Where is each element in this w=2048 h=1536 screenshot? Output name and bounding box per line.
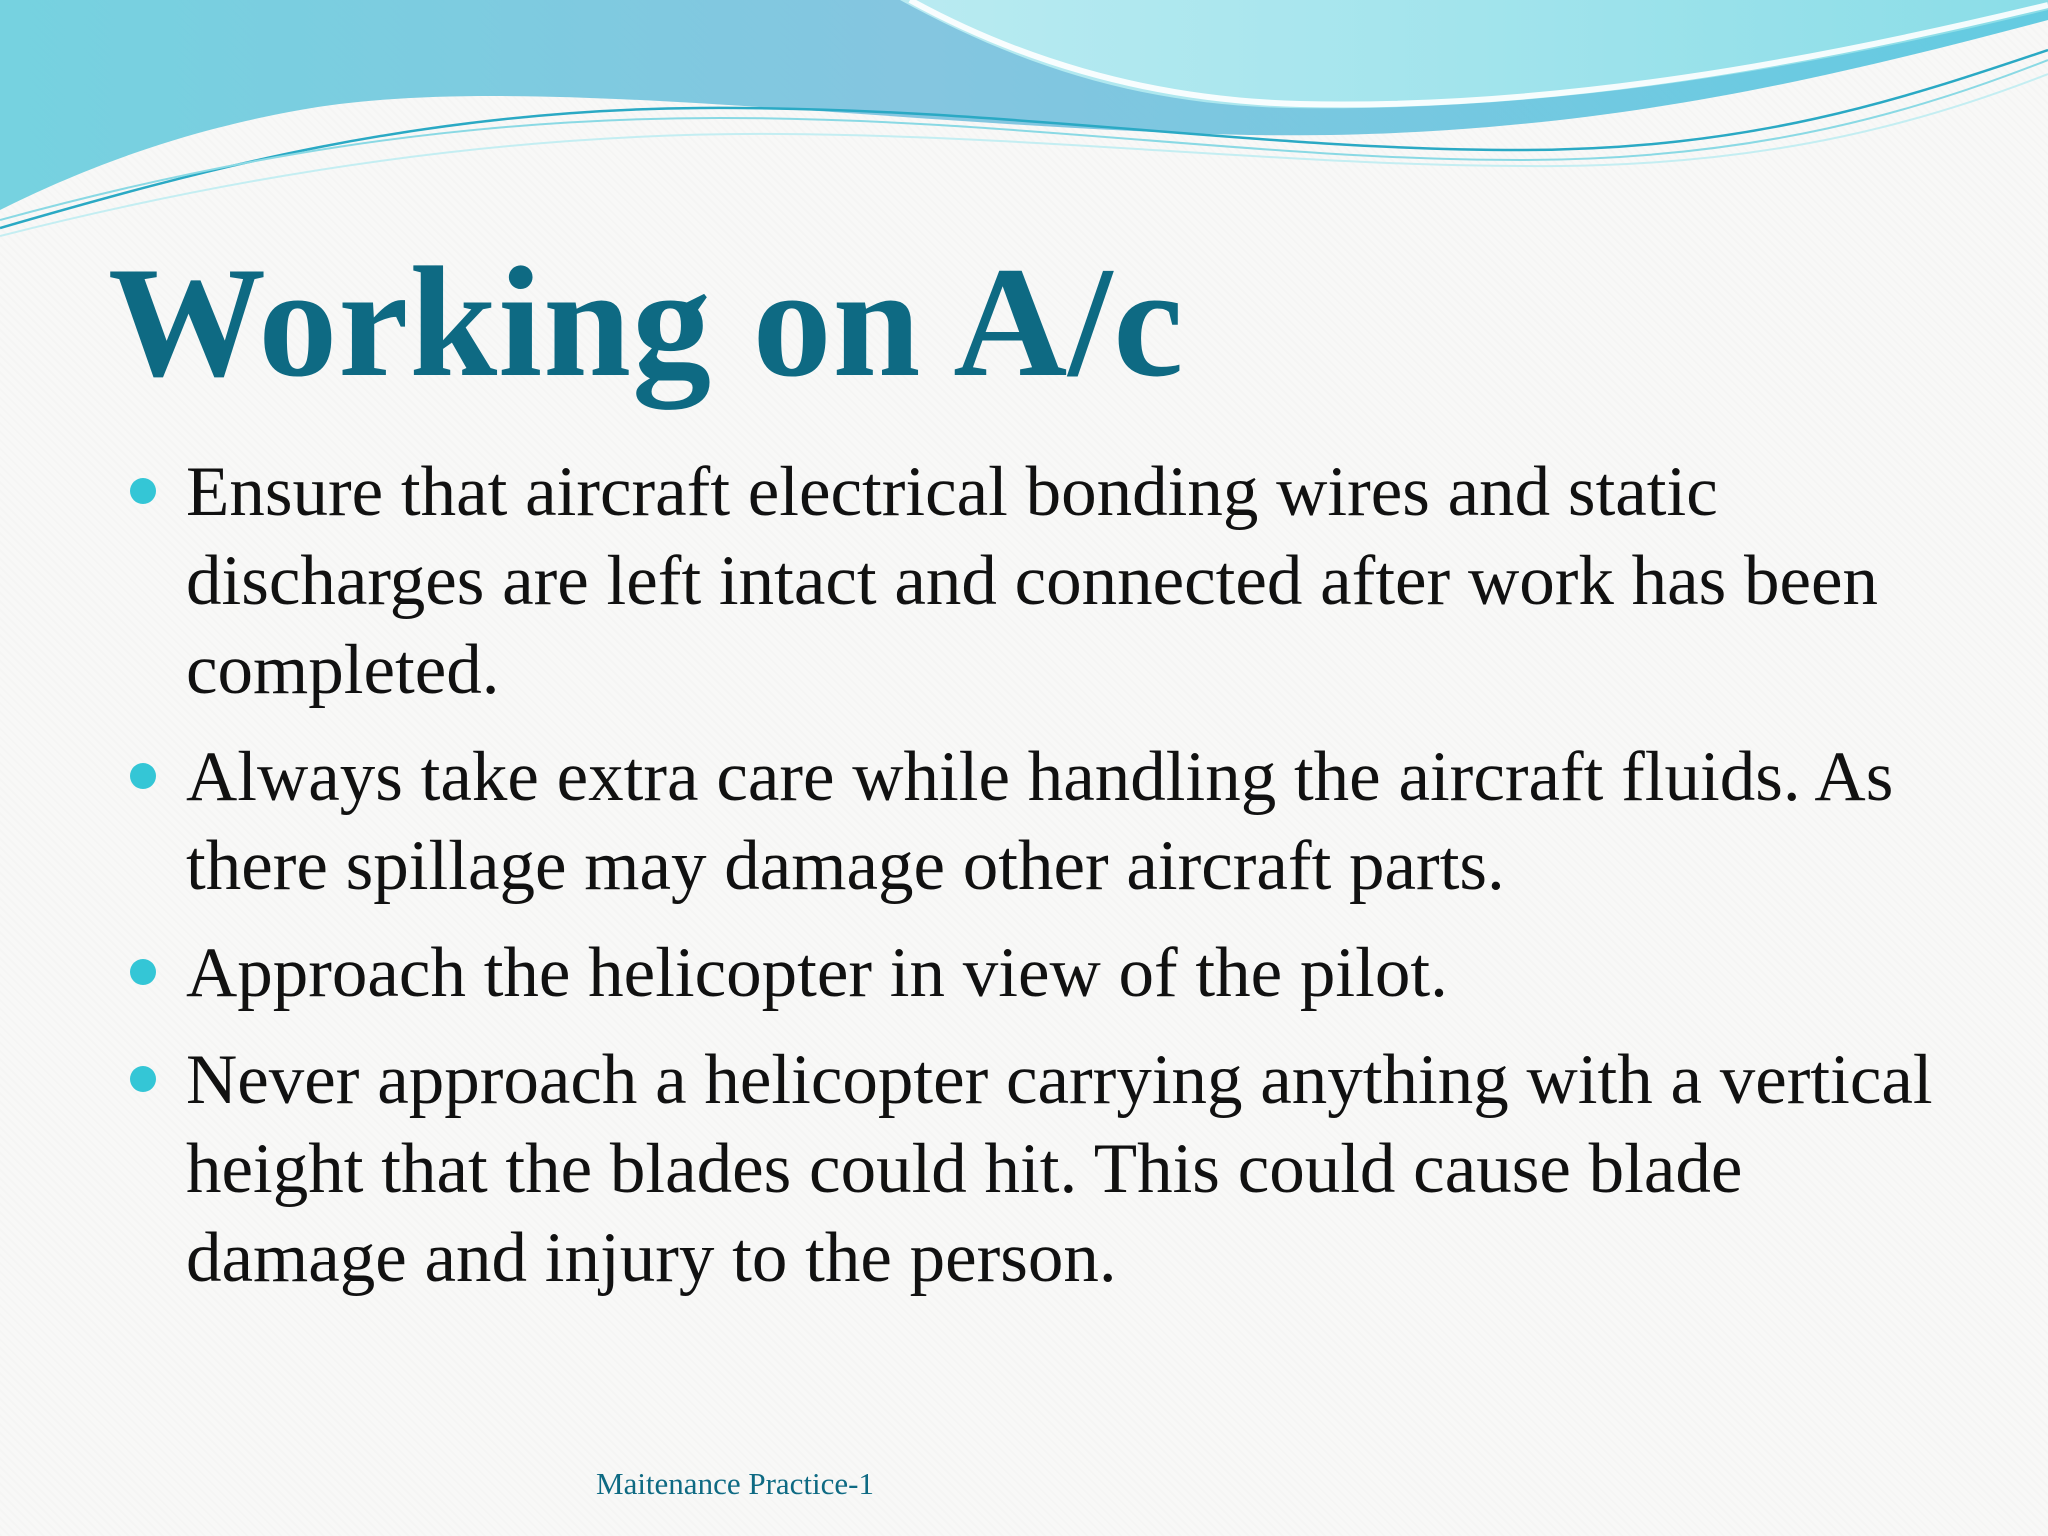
slide-title: Working on A/c bbox=[108, 235, 1185, 410]
bullet-marker-icon bbox=[130, 478, 156, 504]
header-wave-decoration bbox=[0, 0, 2048, 260]
bullet-item bbox=[128, 733, 1968, 911]
bullet-item bbox=[128, 1036, 1968, 1303]
bullet-text: Approach the helicopter in view of the pilot. bbox=[186, 934, 1448, 1012]
bullet-text: Ensure that aircraft electrical bonding wires and static discharges are left intact and connected after work has been completed. bbox=[186, 453, 1879, 709]
bullet-item bbox=[128, 929, 1968, 1018]
bullet-marker-icon bbox=[130, 1066, 156, 1092]
bullet-list bbox=[128, 448, 1968, 1321]
bullet-marker-icon bbox=[130, 959, 156, 985]
bullet-marker-icon bbox=[130, 763, 156, 789]
bullet-text: Never approach a helicopter carrying anything with a vertical height that the blades could hit. This could cause blade damage and injury to the person. bbox=[186, 1041, 1933, 1297]
bullet-item bbox=[128, 448, 1968, 715]
bullet-text: Always take extra care while handling the aircraft fluids. As there spillage may damage other aircraft parts. bbox=[186, 738, 1894, 905]
slide-footer: Maitenance Practice-1 bbox=[596, 1466, 874, 1501]
